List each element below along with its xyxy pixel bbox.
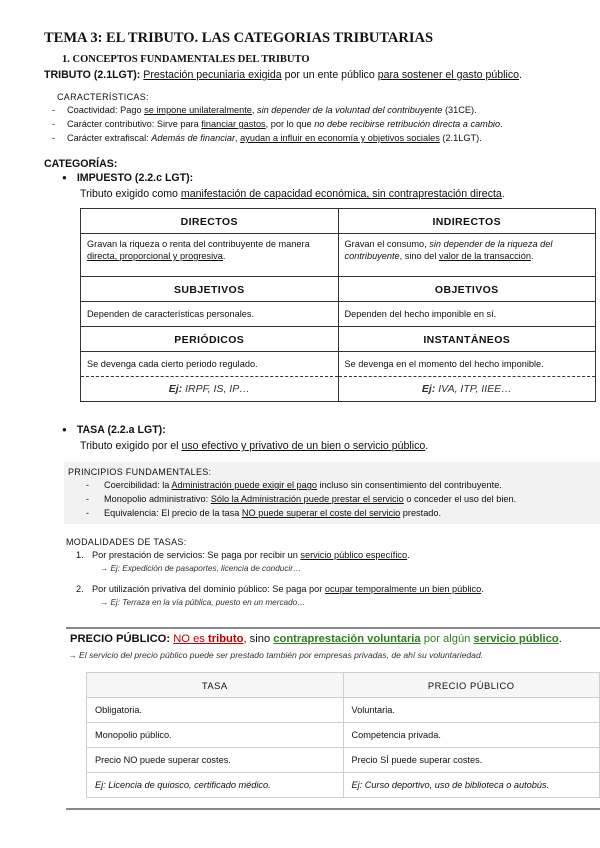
precio-divider-bottom	[66, 808, 600, 810]
text: NO puede superar el coste del servicio	[241, 508, 401, 518]
text: .	[530, 251, 534, 261]
header-indirectos: INDIRECTOS	[338, 209, 596, 234]
text: Ej:	[421, 383, 436, 395]
tasa-definition	[80, 440, 428, 452]
header-tasa: TASA	[87, 673, 344, 698]
text: contraprestación voluntaria	[273, 633, 421, 645]
text: no debe recibirse retribución directa a cambio	[314, 119, 501, 129]
cell-ej-periodicos	[81, 377, 339, 402]
text: por algún	[420, 633, 474, 645]
text: ayudan a influir en economía y objetivos sociales	[240, 133, 440, 143]
table-cell: Ej: Licencia de quiosco, certificado médico.	[87, 773, 344, 798]
cell-indirectos	[338, 234, 596, 277]
cell-periodicos: Se devenga cada cierto periodo regulado.	[81, 352, 339, 377]
text: sin depender de la riqueza del contribuyente	[344, 239, 553, 261]
precio-label: PRECIO PÚBLICO:	[70, 633, 171, 645]
text: (2.1LGT).	[439, 133, 482, 143]
tasa-label: TASA (2.2.a LGT):	[76, 424, 166, 436]
cell-directos	[81, 234, 339, 277]
cell-subjetivos: Dependen de características personales.	[81, 302, 339, 327]
caracteristicas-list	[52, 103, 592, 145]
text: Carácter extrafiscal:	[67, 133, 152, 143]
text: .	[500, 119, 503, 129]
tributo-def-part: .	[519, 69, 522, 81]
text: (31CE).	[442, 105, 477, 115]
list-item	[86, 492, 596, 506]
text: Carácter contributivo: Sirve para	[67, 119, 202, 129]
header-instantaneos: INSTANTÁNEOS	[338, 327, 596, 352]
text: ,	[251, 105, 257, 115]
list-note: → Ej: Expedición de pasaportes, licencia de conducir…	[100, 564, 302, 573]
impuesto-definition	[80, 188, 505, 200]
modalidades-heading: MODALIDADES DE TASAS:	[66, 537, 187, 547]
text: , sino	[243, 633, 274, 645]
page-title: TEMA 3: EL TRIBUTO. LAS CATEGORIAS TRIBUTARIAS	[44, 30, 434, 46]
text: servicio público	[473, 633, 559, 645]
principios-heading: PRINCIPIOS FUNDAMENTALES:	[68, 467, 212, 477]
tributo-def-part: por un ente público	[281, 69, 378, 81]
text: Sólo la Administración puede prestar el servicio	[210, 494, 404, 504]
cell-instantaneos: Se devenga en el momento del hecho imponible.	[338, 352, 596, 377]
table-cell: Voluntaria.	[343, 698, 600, 723]
text: ,	[235, 133, 241, 143]
categorias-heading: CATEGORÍAS:	[44, 158, 118, 170]
list-item	[86, 506, 596, 520]
tributo-def-part: Prestación pecuniaria exigida	[143, 69, 282, 81]
principios-list	[86, 478, 596, 520]
text: uso efectivo y privativo de un bien o servicio público	[181, 440, 426, 452]
text: Coactividad: Pago	[67, 105, 145, 115]
header-subjetivos: SUBJETIVOS	[81, 277, 339, 302]
principios-box	[64, 462, 600, 524]
text: incluso sin consentimiento del contribuyente.	[316, 480, 502, 490]
impuesto-label: IMPUESTO (2.2.c LGT):	[76, 172, 194, 184]
text: .	[407, 550, 410, 560]
text: valor de la transacción	[439, 251, 531, 261]
precio-note: → El servicio del precio público puede ser prestado también por empresas privadas, de ahí su voluntariedad.	[68, 650, 484, 660]
cell-objetivos: Dependen del hecho imponible en sí.	[338, 302, 596, 327]
text: .	[481, 584, 484, 594]
text: Además de financiar	[151, 133, 236, 143]
text: sin depender de la voluntad del contribuyente	[257, 105, 443, 115]
text: Administración puede exigir el pago	[171, 480, 317, 490]
list-item	[86, 478, 596, 492]
text: directa, proporcional y progresiva	[87, 251, 223, 261]
table-cell: Ej: Curso deportivo, uso de biblioteca o autobús.	[343, 773, 600, 798]
table-cell: Competencia privada.	[343, 723, 600, 748]
text: Ej:	[168, 383, 183, 395]
text: IRPF, IS, IP…	[182, 383, 250, 395]
text: Monopolio administrativo:	[104, 494, 211, 504]
text: Gravan la riqueza o renta del contribuyente de manera	[87, 239, 310, 249]
tributo-label: TRIBUTO (2.1LGT):	[44, 69, 141, 81]
impuesto-heading	[62, 172, 193, 184]
text: Por prestación de servicios: Se paga por recibir un	[92, 550, 301, 560]
table-cell: Obligatoria.	[87, 698, 344, 723]
text: , sino del	[399, 251, 439, 261]
text: se impone unilateralmente	[144, 105, 252, 115]
text: manifestación de capacidad económica, sin contraprestación directa	[180, 188, 502, 200]
header-objetivos: OBJETIVOS	[338, 277, 596, 302]
text: servicio público específico	[300, 550, 408, 560]
text: IVA, ITP, IIEE…	[435, 383, 512, 395]
text: o conceder el uso del bien.	[403, 494, 517, 504]
header-periodicos: PERIÓDICOS	[81, 327, 339, 352]
tributo-def-part: para sostener el gasto público	[377, 69, 520, 81]
item-number: 2.	[76, 584, 84, 594]
text: ocupar temporalmente un bien público	[324, 584, 482, 594]
text: tributo	[208, 633, 244, 645]
text: .	[501, 188, 505, 200]
text: Por utilización privativa del dominio público: Se paga por	[92, 584, 325, 594]
tasa-heading	[62, 424, 166, 436]
text: Equivalencia: El precio de la tasa	[104, 508, 242, 518]
list-item	[52, 131, 592, 145]
tasa-vs-precio-table	[86, 672, 600, 798]
text: Tributo exigido como	[80, 188, 181, 200]
tributo-definition	[44, 69, 522, 81]
caracteristicas-heading: CARACTERÍSTICAS:	[57, 92, 149, 102]
list-note: → Ej: Terraza en la vía pública, puesto en un mercado…	[100, 598, 306, 607]
text: prestado.	[400, 508, 442, 518]
list-item	[52, 117, 592, 131]
text: Coercibilidad: la	[104, 480, 172, 490]
text: , por lo que	[265, 119, 315, 129]
precio-heading	[70, 633, 562, 645]
item-number: 1.	[76, 550, 84, 560]
list-item	[76, 549, 596, 562]
header-precio-publico: PRECIO PÚBLICO	[343, 673, 600, 698]
text: .	[222, 251, 226, 261]
text: .	[558, 633, 562, 645]
table-cell: Precio NO puede superar costes.	[87, 748, 344, 773]
list-item	[52, 103, 592, 117]
section-heading-conceptos: 1. CONCEPTOS FUNDAMENTALES DEL TRIBUTO	[62, 54, 310, 65]
text: financiar gastos	[201, 119, 266, 129]
text: Tributo exigido por el	[80, 440, 182, 452]
table-cell: Precio SÍ puede superar costes.	[343, 748, 600, 773]
list-item	[76, 583, 596, 596]
precio-divider-top	[66, 627, 600, 629]
text: NO es	[173, 633, 209, 645]
cell-ej-instantaneos	[338, 377, 596, 402]
table-cell: Monopolio público.	[87, 723, 344, 748]
header-directos: DIRECTOS	[81, 209, 339, 234]
text: .	[425, 440, 429, 452]
impuesto-table	[80, 208, 596, 402]
modalidades-list	[76, 549, 596, 609]
text: Gravan el consumo,	[344, 239, 430, 249]
